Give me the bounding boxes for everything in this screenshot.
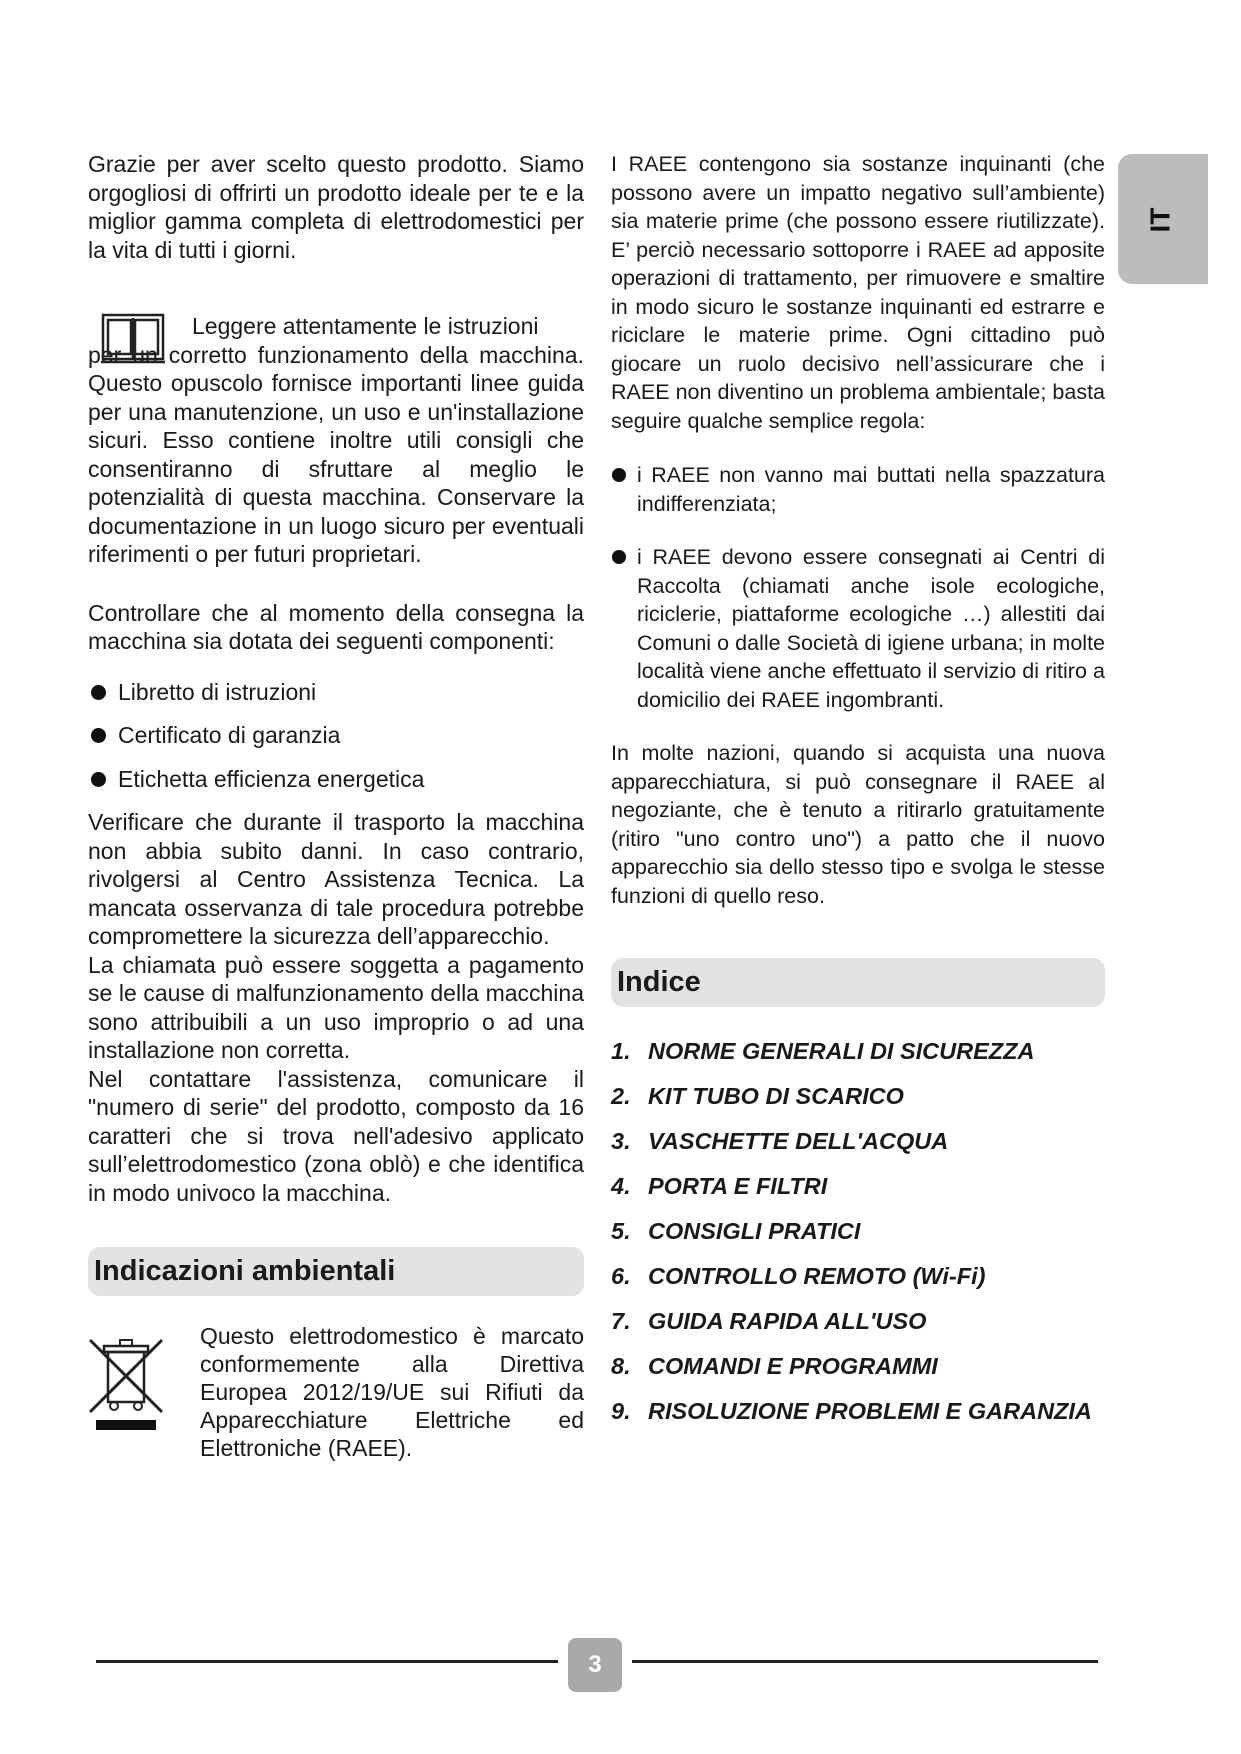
list-item: Certificato di garanzia [88, 721, 584, 750]
list-item: i RAEE non vanno mai buttati nella spazzatura indifferenziata; [611, 461, 1105, 518]
footer-rule-left [96, 1660, 558, 1663]
serial-paragraph: Nel contattare l'assistenza, comunicare il "numero di serie" del prodotto, composto da 16 caratteri che si trova nell'adesivo applicato sull’elettrodomestico (zona oblò) e che identifica in modo univoco la macchina. [88, 1065, 584, 1206]
manual-notice [88, 312, 584, 569]
toc-item[interactable]: 5. CONSIGLI PRATICI [611, 1218, 861, 1244]
weee-text: Questo elettrodomestico è marcato conformemente alla Direttiva Europea 2012/19/UE sui Rifiuti da Apparecchiature Elettriche ed Elettroniche (RAEE). [200, 1323, 584, 1461]
call-paragraph: La chiamata può essere soggetta a pagamento se le cause di malfunzionamento della macchina sono attribuibili a un uso improprio o ad una installazione non corretta. [88, 951, 584, 1063]
book-icon [100, 312, 166, 366]
weee-notice [88, 1322, 584, 1462]
verify-paragraph: Verificare che durante il trasporto la macchina non abbia subito danni. In caso contrario, rivolgersi al Centro Assistenza Tecnica. La mancata osservanza di tale procedura potrebbe compromettere la sicurezza dell’apparecchio. [88, 809, 584, 949]
nations-paragraph: In molte nazioni, quando si acquista una nuova apparecchiatura, si può consegnare il RAEE al negoziante, che è tenuto a ritirarlo gratuitamente (ritiro "uno contro uno") a patto che il nuovo apparecchio sia dello stesso tipo e svolga le stesse funzioni di quello reso. [611, 741, 1105, 908]
list-item: Etichetta efficienza energetica [88, 765, 584, 794]
crossed-bin-icon [88, 1336, 166, 1432]
manual-notice-heading: Leggere attentamente le istruzioni [192, 313, 539, 339]
toc-item[interactable]: 9. RISOLUZIONE PROBLEMI E GARANZIA [611, 1398, 1092, 1424]
list-item: i RAEE devono essere consegnati ai Centri di Raccolta (chiamati anche isole ecologiche, riciclerie, piattaforme ecologiche …) allestiti dai Comuni o dalle Società di igiene urbana; in molte località viene anche effettuato il servizio di ritiro a domicilio dei RAEE ingombranti. [611, 543, 1105, 714]
language-tab-label: IT [1144, 207, 1176, 233]
environment-section-title: Indicazioni ambientali [88, 1247, 584, 1296]
toc-item[interactable]: 8. COMANDI E PROGRAMMI [611, 1353, 938, 1379]
manual-notice-body: per un corretto funzionamento della macchina. Questo opuscolo fornisce importanti linee guida per una manutenzione, un uso e un'installazione sicuri. Esso contiene inoltre utili consigli che consentiranno di sfruttare al meglio le potenzialità di questa macchina. Conservare la documentazione in un luogo sicuro per eventuali riferimenti o per futuri proprietari. [88, 341, 584, 567]
language-tab [1118, 154, 1208, 284]
toc-item[interactable]: 4. PORTA E FILTRI [611, 1173, 828, 1199]
components-list [88, 678, 584, 794]
toc-item[interactable]: 6. CONTROLLO REMOTO (Wi-Fi) [611, 1263, 986, 1289]
raee-intro: I RAEE contengono sia sostanze inquinanti (che possono avere un impatto negativo sull’ambiente) sia materie prime (che possono essere riutilizzate). E’ perciò necessario sottoporre i RAEE ad apposite operazioni di trattamento, per rimuovere e smaltire in modo sicuro le sostanze inquinanti ed estrarre e riciclare le materie prime. Ogni cittadino può giocare un ruolo decisivo nell’assicurare che i RAEE non diventino un problema ambientale; basta seguire qualche semplice regola: [611, 152, 1105, 433]
page-number: 3 [568, 1638, 622, 1692]
intro-paragraph: Grazie per aver scelto questo prodotto. Siamo orgogliosi di offrirti un prodotto ideale per te e la miglior gamma completa di elettrodomestici per la vita di tutti i giorni. [88, 151, 584, 263]
check-intro: Controllare che al momento della consegna la macchina sia dotata dei seguenti componenti: [88, 599, 584, 654]
raee-rules-list [611, 461, 1105, 714]
toc-item[interactable]: 3. VASCHETTE DELL'ACQUA [611, 1128, 949, 1154]
table-of-contents [611, 1037, 1105, 1425]
footer-rule-right [632, 1660, 1098, 1663]
left-column [88, 150, 584, 1462]
index-section-title: Indice [611, 958, 1105, 1007]
toc-item[interactable]: 7. GUIDA RAPIDA ALL'USO [611, 1308, 927, 1334]
list-item: Libretto di istruzioni [88, 678, 584, 707]
toc-item[interactable]: 1. NORME GENERALI DI SICUREZZA [611, 1038, 1035, 1064]
right-column [611, 150, 1105, 1442]
toc-item[interactable]: 2. KIT TUBO DI SCARICO [611, 1083, 904, 1109]
